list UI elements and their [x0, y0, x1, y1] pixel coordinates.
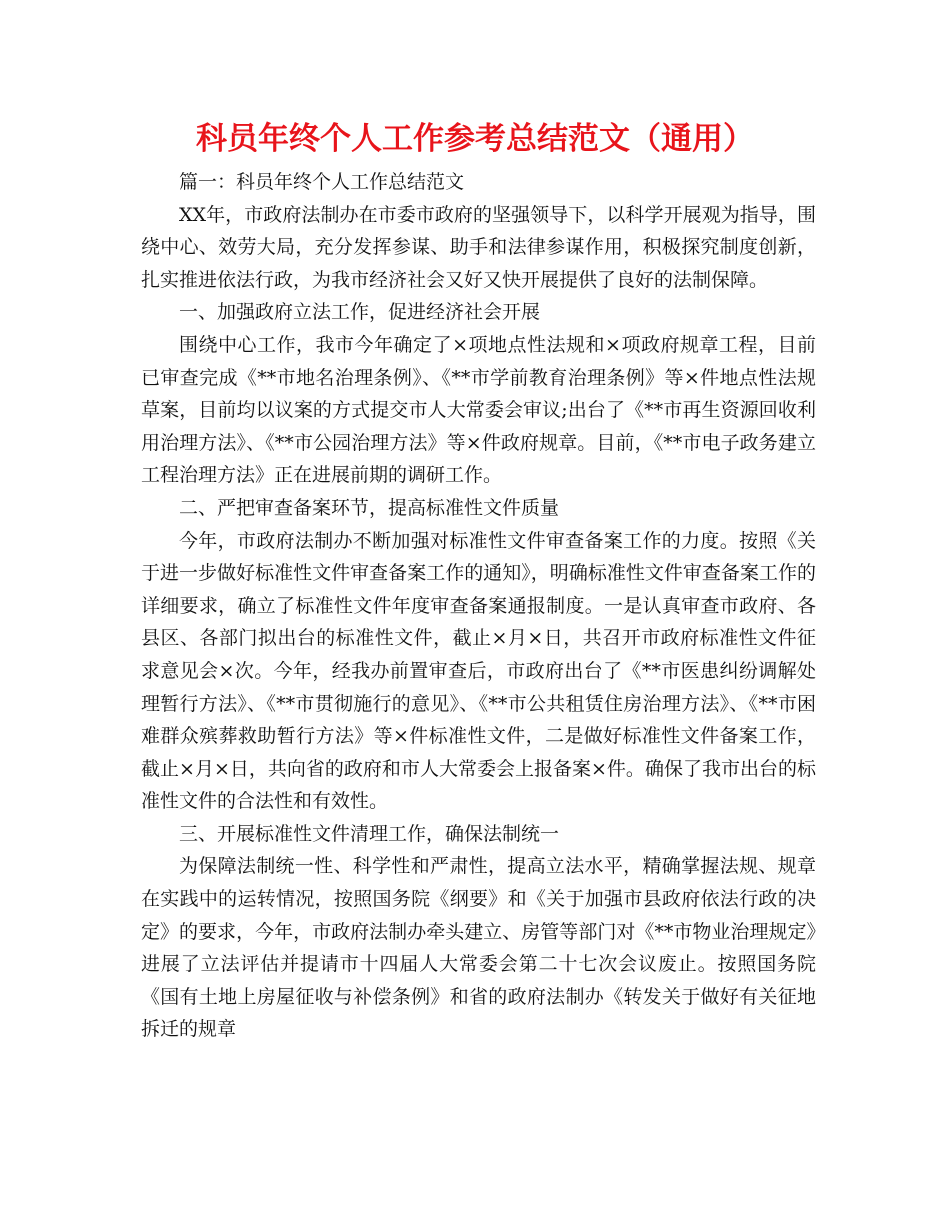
paragraph: XX年，市政府法制办在市委市政府的坚强领导下，以科学开展观为指导，围绕中心、效劳大局，充分发挥参谋、助手和法律参谋作用，积极探究制度创新，扎实推进依法行政，为我市经济社会又好又快开展提供了良好的法制保障。	[141, 203, 816, 291]
section-heading: 二、严把审查备案环节，提高标准性文件质量	[179, 496, 560, 519]
document-body	[141, 166, 816, 1046]
section-heading: 一、加强政府立法工作，促进经济社会开展	[179, 301, 541, 324]
paragraph: 为保障法制统一性、科学性和严肃性，提高立法水平，精确掌握法规、规章在实践中的运转情况，按照国务院《纲要》和《关于加强市县政府依法行政的决定》的要求，今年，市政府法制办牵头建立、房管等部门对《**市物业治理规定》进展了立法评估并提请市十四届人大常委会第二十七次会议废止。按照国务院《国有土地上房屋征收与补偿条例》和省的政府法制办《转发关于做好有关征地拆迁的规章	[141, 855, 816, 1041]
paragraph: 今年，市政府法制办不断加强对标准性文件审查备案工作的力度。按照《关于进一步做好标准性文件审查备案工作的通知》，明确标准性文件审查备案工作的详细要求，确立了标准性文件年度审查备案通报制度。一是认真审查市政府、各县区、各部门拟出台的标准性文件，截止×月×日，共召开市政府标准性文件征求意见会×次。今年，经我办前置审查后，市政府出台了《**市医患纠纷调解处理暂行方法》、《**市贯彻施行的意见》、《**市公共租赁住房治理方法》、《**市困难群众殡葬救助暂行方法》等×件标准性文件，二是做好标准性文件备案工作，截止×月×日，共向省的政府和市人大常委会上报备案×件。确保了我市出台的标准性文件的合法性和有效性。	[141, 529, 816, 813]
section-heading: 三、开展标准性文件清理工作，确保法制统一	[179, 822, 560, 845]
section-heading: 篇一：科员年终个人工作总结范文	[179, 171, 465, 193]
document-title: 科员年终个人工作参考总结范文（通用）	[196, 121, 754, 157]
paragraph: 围绕中心工作，我市今年确定了×项地点性法规和×项政府规章工程，目前已审查完成《**市地名治理条例》、《**市学前教育治理条例》等×件地点性法规草案，目前均以议案的方式提交市人大常委会审议;出台了《**市再生资源回收利用治理方法》、《**市公园治理方法》等×件政府规章。目前，《**市电子政务建立工程治理方法》正在进展前期的调研工作。	[141, 333, 816, 487]
